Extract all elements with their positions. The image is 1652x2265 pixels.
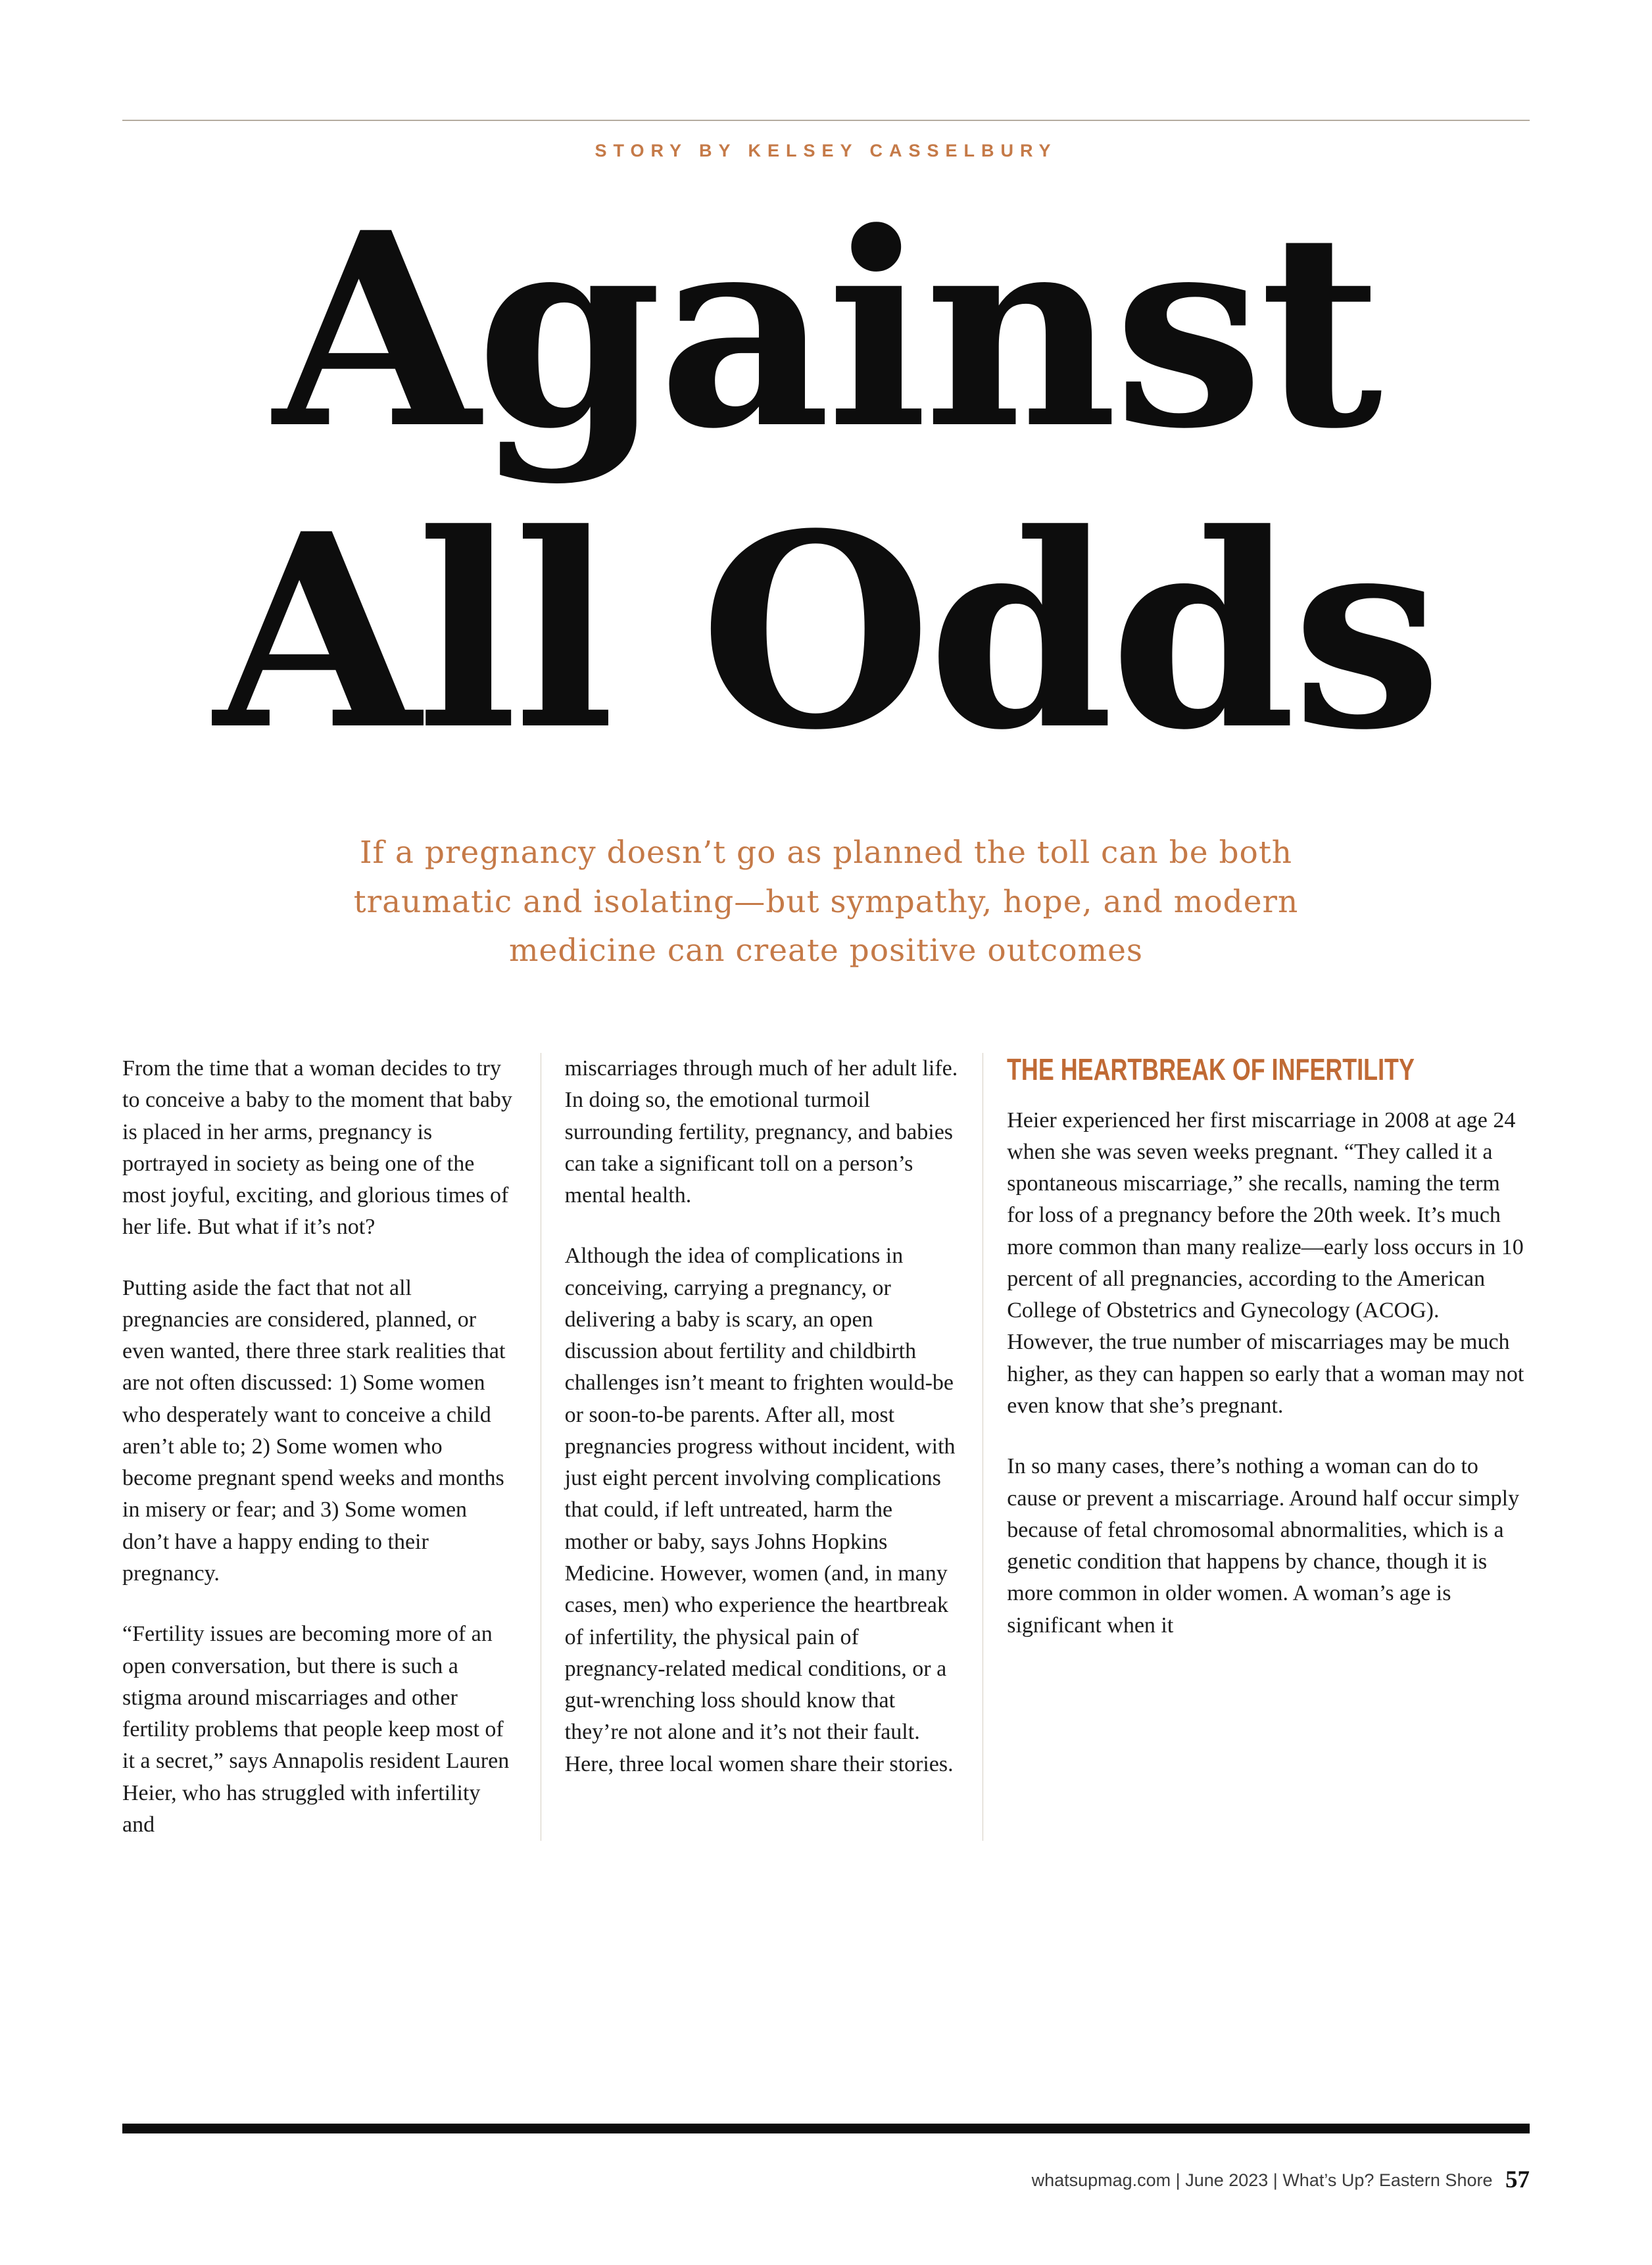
bottom-rule	[122, 2124, 1530, 2133]
magazine-page	[0, 120, 1652, 2265]
paragraph: “Fertility issues are becoming more of an open conversation, but there is such a stigma around miscarriages and other fertility problems that people keep most of it a secret,” says Annapolis resident Lauren Heier, who has struggled with infertility and	[122, 1622, 510, 1837]
footer	[122, 2166, 1530, 2194]
paragraph: From the time that a woman decides to try to conceive a baby to the moment that baby is placed in her arms, pregnancy is portrayed in society as being one of the most joyful, exciting, and glorious times of her life. But what if it’s not?	[122, 1056, 512, 1240]
paragraph: In so many cases, there’s nothing a woman can do to cause or prevent a miscarriage. Around half occur simply because of fetal chromosomal abnormalities, which is a genetic condition that happens by chance, though it is more common in older women. A woman’s age is significant when it	[1007, 1454, 1520, 1638]
footer-info: whatsupmag.com | June 2023 | What’s Up? Eastern Shore	[1031, 2170, 1493, 2190]
byline: STORY BY KELSEY CASSELBURY	[595, 141, 1057, 160]
article-title-line-1: Against	[273, 174, 1379, 487]
article-title	[122, 174, 1530, 789]
section-heading-text: THE HEARTBREAK OF INFERTILITY	[1007, 1052, 1415, 1087]
paragraph: Although the idea of complications in conceiving, carrying a pregnancy, or delivering a baby is scary, an open discussion about fertility and childbirth challenges isn’t meant to frighten would-be or soon-to-be parents. After all, most pregnancies progress without incident, with just eight percent involving complications that could, if left untreated, harm the mother or baby, says Johns Hopkins Medicine. However, women (and, in many cases, men) who experience the heartbreak of infertility, the physical pain of pregnancy-related medical conditions, or a gut-wrenching loss should know that they’re not alone and it’s not their fault. Here, three local women share their stories.	[564, 1244, 956, 1776]
article-body	[122, 1053, 1530, 1841]
article-deck: If a pregnancy doesn’t go as planned the toll can be both traumatic and isolating—but sympathy, hope, and modern medicine can create positive outcomes	[353, 835, 1299, 969]
column-3	[1007, 1053, 1530, 1841]
page-number: 57	[1505, 2166, 1530, 2193]
paragraph: Putting aside the fact that not all pregnancies are considered, planned, or even wanted, there three stark realities that are not often discussed: 1) Some women who desperately want to conceive a child aren’t able to; 2) Some women who become pregnant spend weeks and months in misery or fear; and 3) Some women don’t have a happy ending to their pregnancy.	[122, 1275, 506, 1586]
paragraph: miscarriages through much of her adult life. In doing so, the emotional turmoil surrounding fertility, pregnancy, and babies can take a significant toll on a person’s mental health.	[564, 1056, 958, 1208]
paragraph: Heier experienced her first miscarriage in 2008 at age 24 when she was seven weeks pregnant. “They called it a spontaneous miscarriage,” she recalls, naming the term for loss of a pregnancy before the 20th week. It’s much more common than many realize—early loss occurs in 10 percent of all pregnancies, according to the American College of Obstetrics and Gynecology (ACOG). However, the true number of miscarriages may be much higher, as they can happen so early that a woman may not even know that she’s pregnant.	[1007, 1108, 1524, 1419]
column-1	[122, 1053, 517, 1841]
top-rule	[122, 120, 1530, 121]
section-heading	[1007, 1053, 1530, 1086]
column-2	[565, 1053, 960, 1841]
article-title-line-2: All Odds	[214, 475, 1438, 789]
